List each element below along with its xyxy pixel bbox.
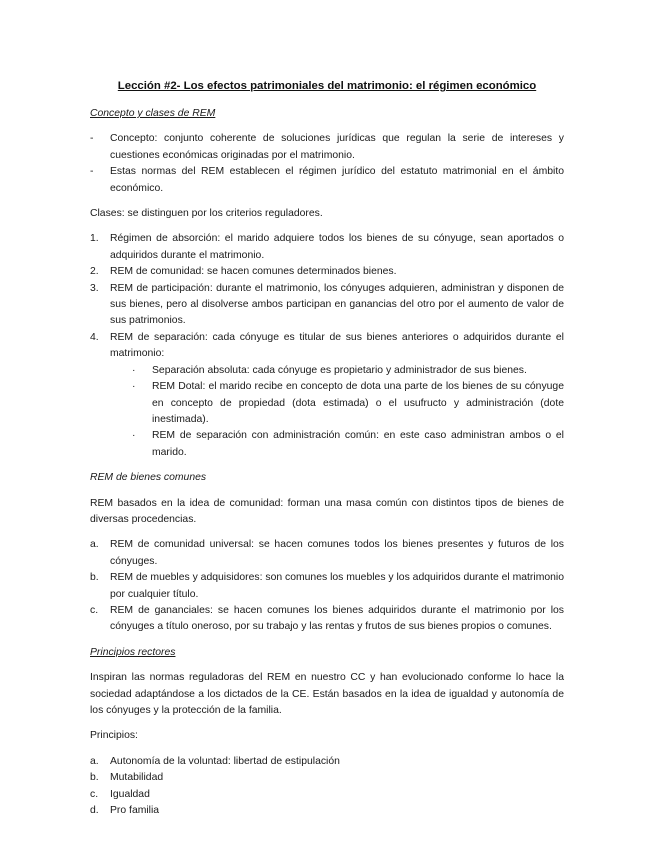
concepto-bullet-list	[90, 131, 564, 197]
list-item: c. Igualdad	[90, 788, 150, 800]
dot-bullet: ·	[132, 381, 136, 393]
list-item: 2. REM de comunidad: se hacen comunes determinados bienes.	[90, 266, 397, 278]
list-item: c. REM de gananciales: se hacen comunes los bienes adquiridos durante el matrimonio por los cónyuges a título oneroso, por su trabajo y las rentas y frutos de sus bienes propios o comunes.	[90, 604, 564, 633]
section-heading-bienes-comunes: REM de bienes comunes	[90, 472, 207, 484]
section-heading-principios: Principios rectores	[90, 646, 176, 658]
list-item: · REM de separación con administración común: en este caso administran ambos o el marido.	[132, 430, 564, 458]
list-item: a. Autonomía de la voluntad: libertad de estipulación	[90, 755, 340, 767]
principios-list	[90, 754, 564, 820]
bienes-comunes-intro: REM basados en la idea de comunidad: forman una masa común con distintos tipos de bienes de diversas procedencias.	[90, 497, 564, 525]
separacion-sub-list	[110, 363, 564, 461]
document-title: Lección #2- Los efectos patrimoniales del matrimonio: el régimen económico	[117, 80, 537, 92]
dash-bullet: -	[90, 166, 94, 178]
list-item: 3. REM de participación: durante el matrimonio, los cónyuges adquieren, administran y disponen de sus bienes, pero al disolverse ambos participan en ganancias del otro por el aumento de valor de sus patrimonios.	[90, 282, 564, 327]
list-item: b. REM de muebles y adquisidores: son comunes los muebles y los adquiridos durante el matrimonio por cualquier título.	[90, 572, 564, 600]
list-item: - Estas normas del REM establecen el régimen jurídico del estatuto matrimonial en el ámbito económico.	[90, 166, 564, 194]
section-heading-concepto: Concepto y clases de REM	[90, 108, 216, 119]
principios-label: Principios:	[90, 730, 138, 742]
list-item: b. Mutabilidad	[90, 772, 164, 784]
document-body	[90, 78, 564, 828]
dot-bullet: ·	[132, 430, 136, 442]
list-item: 4. REM de separación: cada cónyuge es titular de sus bienes anteriores o adquiridos durante el matrimonio: · Separación absoluta: cada cónyuge es propietario y administrador de sus bienes. · REM Dotal: el marido recibe en concepto de dota una parte de los bienes de su cónyuge en concepto de propiedad (dota estimada) o el usufructo y administración (dote inestimada). · REM de separación con administración común: en este caso administran ambos o el marido.	[90, 330, 564, 461]
list-item: · Separación absoluta: cada cónyuge es propietario y administrador de sus bienes.	[110, 363, 564, 379]
list-item: 1. Régimen de absorción: el marido adquiere todos los bienes de su cónyuge, sean aportados o adquiridos durante el matrimonio.	[90, 233, 564, 261]
clases-numbered-list	[90, 231, 564, 461]
list-item: a. REM de comunidad universal: se hacen comunes todos los bienes presentes y futuros de los cónyuges.	[90, 539, 564, 567]
list-item: d. Pro familia	[90, 805, 160, 817]
list-item: - Concepto: conjunto coherente de soluciones jurídicas que regulan la serie de intereses y cuestiones económicas originadas por el matrimonio.	[90, 133, 564, 161]
dash-bullet: -	[90, 133, 94, 145]
bienes-comunes-list	[90, 537, 564, 635]
principios-intro: Inspiran las normas reguladoras del REM en nuestro CC y han evolucionado conforme lo hace la sociedad adaptándose a los dictados de la CE. Están basados en la idea de igualdad y autonomía de los cónyuges y la protección de la familia.	[90, 672, 564, 716]
dot-bullet: ·	[132, 364, 136, 376]
list-item: · REM Dotal: el marido recibe en concepto de dota una parte de los bienes de su cónyuge en concepto de propiedad (dota estimada) o el usufructo y administración (dote inestimada).	[132, 381, 564, 425]
clases-intro: Clases: se distinguen por los criterios reguladores.	[90, 208, 323, 220]
